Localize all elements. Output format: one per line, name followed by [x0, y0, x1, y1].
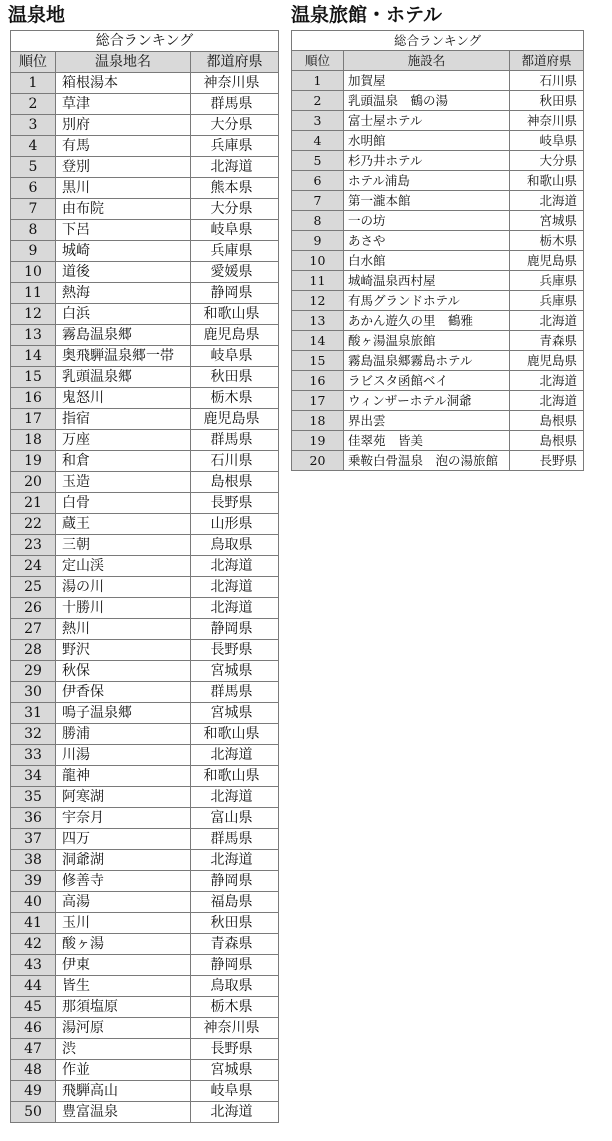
- table-row: [11, 409, 279, 430]
- name-cell: 杉乃井ホテル: [344, 151, 510, 171]
- name-cell: 乗鞍白骨温泉 泡の湯旅館: [344, 451, 510, 471]
- prefecture-cell: 長野県: [191, 1039, 279, 1060]
- table-row: [11, 472, 279, 493]
- column-header-rank: 順位: [292, 51, 344, 71]
- name-cell: 野沢: [56, 640, 191, 661]
- name-cell: 万座: [56, 430, 191, 451]
- table-row: [292, 171, 584, 191]
- prefecture-cell: 北海道: [191, 556, 279, 577]
- name-cell: 白浜: [56, 304, 191, 325]
- prefecture-cell: 群馬県: [191, 430, 279, 451]
- name-cell: 第一瀧本館: [344, 191, 510, 211]
- rank-cell: 16: [11, 388, 56, 409]
- rank-cell: 25: [11, 577, 56, 598]
- prefecture-cell: 鳥取県: [191, 976, 279, 997]
- name-cell: ウィンザーホテル洞爺: [344, 391, 510, 411]
- rank-cell: 16: [292, 371, 344, 391]
- prefecture-cell: 宮城県: [191, 661, 279, 682]
- name-cell: 定山渓: [56, 556, 191, 577]
- name-cell: 龍神: [56, 766, 191, 787]
- name-cell: 勝浦: [56, 724, 191, 745]
- column-header-name: 施設名: [344, 51, 510, 71]
- rank-cell: 11: [11, 283, 56, 304]
- table-row: [11, 598, 279, 619]
- table-row: [11, 283, 279, 304]
- name-cell: 城崎: [56, 241, 191, 262]
- prefecture-cell: 兵庫県: [191, 136, 279, 157]
- rank-cell: 34: [11, 766, 56, 787]
- prefecture-cell: 島根県: [510, 411, 584, 431]
- rank-cell: 18: [11, 430, 56, 451]
- rank-cell: 40: [11, 892, 56, 913]
- name-cell: 那須塩原: [56, 997, 191, 1018]
- prefecture-cell: 群馬県: [191, 94, 279, 115]
- rank-cell: 27: [11, 619, 56, 640]
- name-cell: 蔵王: [56, 514, 191, 535]
- prefecture-cell: 岐阜県: [191, 220, 279, 241]
- table-row: [11, 94, 279, 115]
- table-row: [11, 682, 279, 703]
- name-cell: 高湯: [56, 892, 191, 913]
- rank-cell: 21: [11, 493, 56, 514]
- name-cell: 伊香保: [56, 682, 191, 703]
- rank-cell: 4: [11, 136, 56, 157]
- name-cell: 下呂: [56, 220, 191, 241]
- name-cell: 佳翠苑 皆美: [344, 431, 510, 451]
- rank-cell: 17: [11, 409, 56, 430]
- prefecture-cell: 静岡県: [191, 871, 279, 892]
- rank-cell: 11: [292, 271, 344, 291]
- table-row: [11, 388, 279, 409]
- table-row: [11, 1018, 279, 1039]
- table-row: [292, 371, 584, 391]
- prefecture-cell: 兵庫県: [191, 241, 279, 262]
- name-cell: 玉川: [56, 913, 191, 934]
- table-row: [292, 91, 584, 111]
- prefecture-cell: 岐阜県: [191, 346, 279, 367]
- table-row: [11, 346, 279, 367]
- table-row: [11, 976, 279, 997]
- table-row: [11, 136, 279, 157]
- rank-cell: 7: [292, 191, 344, 211]
- table-row: [11, 1039, 279, 1060]
- table-row: [11, 304, 279, 325]
- prefecture-cell: 長野県: [191, 493, 279, 514]
- prefecture-cell: 栃木県: [191, 388, 279, 409]
- name-cell: 乳頭温泉郷: [56, 367, 191, 388]
- rank-cell: 13: [292, 311, 344, 331]
- rank-cell: 28: [11, 640, 56, 661]
- name-cell: ホテル浦島: [344, 171, 510, 191]
- name-cell: 鳴子温泉郷: [56, 703, 191, 724]
- name-cell: 有馬: [56, 136, 191, 157]
- rank-cell: 23: [11, 535, 56, 556]
- rank-cell: 19: [292, 431, 344, 451]
- column-header-prefecture: 都道府県: [510, 51, 584, 71]
- prefecture-cell: 北海道: [191, 850, 279, 871]
- prefecture-cell: 岐阜県: [510, 131, 584, 151]
- table-row: [11, 1102, 279, 1123]
- prefecture-cell: 山形県: [191, 514, 279, 535]
- prefecture-cell: 和歌山県: [191, 304, 279, 325]
- rank-cell: 17: [292, 391, 344, 411]
- table-row: [11, 577, 279, 598]
- name-cell: 皆生: [56, 976, 191, 997]
- prefecture-cell: 大分県: [191, 199, 279, 220]
- table-row: [11, 661, 279, 682]
- table-row: [11, 262, 279, 283]
- rank-cell: 13: [11, 325, 56, 346]
- rank-cell: 29: [11, 661, 56, 682]
- name-cell: 鬼怒川: [56, 388, 191, 409]
- rank-cell: 50: [11, 1102, 56, 1123]
- prefecture-cell: 石川県: [191, 451, 279, 472]
- prefecture-cell: 鹿児島県: [510, 251, 584, 271]
- name-cell: 酸ヶ湯: [56, 934, 191, 955]
- table-row: [11, 787, 279, 808]
- prefecture-cell: 熊本県: [191, 178, 279, 199]
- prefecture-cell: 青森県: [510, 331, 584, 351]
- name-cell: 熱川: [56, 619, 191, 640]
- prefecture-cell: 鳥取県: [191, 535, 279, 556]
- ryokan-hotel-ranking-table: [291, 30, 584, 471]
- table-row: [11, 73, 279, 94]
- name-cell: 伊東: [56, 955, 191, 976]
- prefecture-cell: 北海道: [510, 371, 584, 391]
- name-cell: 宇奈月: [56, 808, 191, 829]
- table-row: [11, 619, 279, 640]
- rank-cell: 44: [11, 976, 56, 997]
- rank-cell: 39: [11, 871, 56, 892]
- name-cell: ラビスタ函館ベイ: [344, 371, 510, 391]
- table-row: [292, 391, 584, 411]
- prefecture-cell: 島根県: [510, 431, 584, 451]
- name-cell: 湯の川: [56, 577, 191, 598]
- table-caption: 総合ランキング: [292, 31, 584, 51]
- rank-cell: 46: [11, 1018, 56, 1039]
- prefecture-cell: 秋田県: [191, 913, 279, 934]
- table-row: [11, 157, 279, 178]
- table-row: [11, 367, 279, 388]
- prefecture-cell: 鹿児島県: [191, 409, 279, 430]
- prefecture-cell: 大分県: [191, 115, 279, 136]
- table-row: [292, 411, 584, 431]
- name-cell: 由布院: [56, 199, 191, 220]
- table-row: [11, 766, 279, 787]
- table-row: [11, 115, 279, 136]
- rank-cell: 5: [292, 151, 344, 171]
- rank-cell: 12: [292, 291, 344, 311]
- prefecture-cell: 静岡県: [191, 619, 279, 640]
- column-header-name: 温泉地名: [56, 52, 191, 73]
- rank-cell: 6: [11, 178, 56, 199]
- name-cell: 登別: [56, 157, 191, 178]
- prefecture-cell: 北海道: [510, 391, 584, 411]
- name-cell: 乳頭温泉 鶴の湯: [344, 91, 510, 111]
- prefecture-cell: 静岡県: [191, 283, 279, 304]
- prefecture-cell: 秋田県: [510, 91, 584, 111]
- table-row: [292, 291, 584, 311]
- prefecture-cell: 兵庫県: [510, 291, 584, 311]
- name-cell: 飛騨高山: [56, 1081, 191, 1102]
- rank-cell: 1: [292, 71, 344, 91]
- name-cell: 熱海: [56, 283, 191, 304]
- name-cell: 三朝: [56, 535, 191, 556]
- name-cell: 城崎温泉西村屋: [344, 271, 510, 291]
- rank-cell: 36: [11, 808, 56, 829]
- prefecture-cell: 岐阜県: [191, 1081, 279, 1102]
- name-cell: 一の坊: [344, 211, 510, 231]
- table-row: [11, 724, 279, 745]
- table-row: [11, 808, 279, 829]
- table-row: [11, 1060, 279, 1081]
- prefecture-cell: 富山県: [191, 808, 279, 829]
- rank-cell: 5: [11, 157, 56, 178]
- prefecture-cell: 福島県: [191, 892, 279, 913]
- table-row: [11, 178, 279, 199]
- rank-cell: 7: [11, 199, 56, 220]
- rank-cell: 22: [11, 514, 56, 535]
- table-row: [11, 829, 279, 850]
- prefecture-cell: 神奈川県: [191, 1018, 279, 1039]
- rank-cell: 2: [11, 94, 56, 115]
- rank-cell: 8: [292, 211, 344, 231]
- name-cell: あさや: [344, 231, 510, 251]
- rank-cell: 41: [11, 913, 56, 934]
- prefecture-cell: 鹿児島県: [191, 325, 279, 346]
- table-row: [292, 331, 584, 351]
- table-row: [292, 251, 584, 271]
- rank-cell: 33: [11, 745, 56, 766]
- name-cell: 奥飛騨温泉郷一帯: [56, 346, 191, 367]
- name-cell: 白水館: [344, 251, 510, 271]
- rank-cell: 31: [11, 703, 56, 724]
- rank-cell: 20: [11, 472, 56, 493]
- name-cell: 別府: [56, 115, 191, 136]
- table-row: [11, 850, 279, 871]
- rank-cell: 15: [11, 367, 56, 388]
- table-row: [11, 955, 279, 976]
- prefecture-cell: 宮城県: [191, 1060, 279, 1081]
- name-cell: 玉造: [56, 472, 191, 493]
- prefecture-cell: 群馬県: [191, 682, 279, 703]
- name-cell: 湯河原: [56, 1018, 191, 1039]
- table-row: [11, 199, 279, 220]
- table-row: [292, 151, 584, 171]
- prefecture-cell: 青森県: [191, 934, 279, 955]
- name-cell: 酸ヶ湯温泉旅館: [344, 331, 510, 351]
- rank-cell: 4: [292, 131, 344, 151]
- name-cell: 十勝川: [56, 598, 191, 619]
- name-cell: 修善寺: [56, 871, 191, 892]
- name-cell: あかん遊久の里 鶴雅: [344, 311, 510, 331]
- prefecture-cell: 長野県: [191, 640, 279, 661]
- ryokan-hotel-title: 温泉旅館・ホテル: [291, 4, 443, 26]
- rank-cell: 43: [11, 955, 56, 976]
- name-cell: 作並: [56, 1060, 191, 1081]
- rank-cell: 26: [11, 598, 56, 619]
- rank-cell: 38: [11, 850, 56, 871]
- rank-cell: 8: [11, 220, 56, 241]
- prefecture-cell: 秋田県: [191, 367, 279, 388]
- table-row: [11, 745, 279, 766]
- prefecture-cell: 石川県: [510, 71, 584, 91]
- prefecture-cell: 鹿児島県: [510, 351, 584, 371]
- table-row: [11, 934, 279, 955]
- prefecture-cell: 静岡県: [191, 955, 279, 976]
- prefecture-cell: 神奈川県: [191, 73, 279, 94]
- prefecture-cell: 栃木県: [510, 231, 584, 251]
- column-header-rank: 順位: [11, 52, 56, 73]
- table-row: [11, 325, 279, 346]
- rank-cell: 9: [292, 231, 344, 251]
- rank-cell: 19: [11, 451, 56, 472]
- name-cell: 川湯: [56, 745, 191, 766]
- column-header-prefecture: 都道府県: [191, 52, 279, 73]
- name-cell: 霧島温泉郷霧島ホテル: [344, 351, 510, 371]
- rank-cell: 30: [11, 682, 56, 703]
- table-row: [11, 892, 279, 913]
- table-row: [11, 703, 279, 724]
- rank-cell: 35: [11, 787, 56, 808]
- prefecture-cell: 北海道: [191, 745, 279, 766]
- prefecture-cell: 和歌山県: [510, 171, 584, 191]
- table-row: [11, 871, 279, 892]
- name-cell: 渋: [56, 1039, 191, 1060]
- name-cell: 黒川: [56, 178, 191, 199]
- table-row: [11, 241, 279, 262]
- prefecture-cell: 和歌山県: [191, 724, 279, 745]
- table-row: [11, 913, 279, 934]
- name-cell: 和倉: [56, 451, 191, 472]
- table-row: [11, 535, 279, 556]
- prefecture-cell: 和歌山県: [191, 766, 279, 787]
- rank-cell: 3: [292, 111, 344, 131]
- table-caption: 総合ランキング: [11, 31, 279, 52]
- prefecture-cell: 兵庫県: [510, 271, 584, 291]
- name-cell: 加賀屋: [344, 71, 510, 91]
- table-row: [11, 997, 279, 1018]
- name-cell: 豊富温泉: [56, 1102, 191, 1123]
- table-row: [11, 220, 279, 241]
- rank-cell: 10: [292, 251, 344, 271]
- name-cell: 水明館: [344, 131, 510, 151]
- name-cell: 箱根湯本: [56, 73, 191, 94]
- name-cell: 洞爺湖: [56, 850, 191, 871]
- name-cell: 霧島温泉郷: [56, 325, 191, 346]
- prefecture-cell: 宮城県: [191, 703, 279, 724]
- name-cell: 阿寒湖: [56, 787, 191, 808]
- prefecture-cell: 大分県: [510, 151, 584, 171]
- prefecture-cell: 北海道: [191, 577, 279, 598]
- table-row: [11, 556, 279, 577]
- rank-cell: 42: [11, 934, 56, 955]
- rank-cell: 48: [11, 1060, 56, 1081]
- table-row: [11, 640, 279, 661]
- rank-cell: 12: [11, 304, 56, 325]
- rank-cell: 9: [11, 241, 56, 262]
- table-row: [292, 211, 584, 231]
- onsen-area-rows: [11, 73, 279, 1123]
- table-row: [292, 191, 584, 211]
- name-cell: 草津: [56, 94, 191, 115]
- prefecture-cell: 神奈川県: [510, 111, 584, 131]
- name-cell: 白骨: [56, 493, 191, 514]
- rank-cell: 47: [11, 1039, 56, 1060]
- prefecture-cell: 群馬県: [191, 829, 279, 850]
- rank-cell: 3: [11, 115, 56, 136]
- ryokan-hotel-rows: [292, 71, 584, 471]
- prefecture-cell: 宮城県: [510, 211, 584, 231]
- table-row: [292, 131, 584, 151]
- table-row: [292, 351, 584, 371]
- prefecture-cell: 栃木県: [191, 997, 279, 1018]
- rank-cell: 2: [292, 91, 344, 111]
- prefecture-cell: 北海道: [191, 157, 279, 178]
- table-row: [11, 451, 279, 472]
- table-row: [292, 111, 584, 131]
- table-row: [292, 311, 584, 331]
- name-cell: 界出雲: [344, 411, 510, 431]
- rank-cell: 14: [292, 331, 344, 351]
- rank-cell: 49: [11, 1081, 56, 1102]
- prefecture-cell: 島根県: [191, 472, 279, 493]
- rank-cell: 10: [11, 262, 56, 283]
- name-cell: 富士屋ホテル: [344, 111, 510, 131]
- name-cell: 有馬グランドホテル: [344, 291, 510, 311]
- table-row: [11, 1081, 279, 1102]
- table-row: [292, 71, 584, 91]
- table-row: [11, 493, 279, 514]
- rank-cell: 14: [11, 346, 56, 367]
- onsen-area-title: 温泉地: [8, 4, 66, 26]
- rank-cell: 6: [292, 171, 344, 191]
- rank-cell: 15: [292, 351, 344, 371]
- rank-cell: 45: [11, 997, 56, 1018]
- name-cell: 四万: [56, 829, 191, 850]
- name-cell: 道後: [56, 262, 191, 283]
- prefecture-cell: 北海道: [191, 787, 279, 808]
- rank-cell: 1: [11, 73, 56, 94]
- table-row: [11, 430, 279, 451]
- prefecture-cell: 北海道: [191, 598, 279, 619]
- table-row: [292, 271, 584, 291]
- table-row: [11, 514, 279, 535]
- name-cell: 秋保: [56, 661, 191, 682]
- onsen-area-ranking-table: [10, 30, 279, 1123]
- rank-cell: 32: [11, 724, 56, 745]
- prefecture-cell: 北海道: [191, 1102, 279, 1123]
- table-row: [292, 431, 584, 451]
- prefecture-cell: 北海道: [510, 311, 584, 331]
- table-row: [292, 451, 584, 471]
- prefecture-cell: 愛媛県: [191, 262, 279, 283]
- rank-cell: 18: [292, 411, 344, 431]
- rank-cell: 37: [11, 829, 56, 850]
- table-row: [292, 231, 584, 251]
- name-cell: 指宿: [56, 409, 191, 430]
- rank-cell: 20: [292, 451, 344, 471]
- rank-cell: 24: [11, 556, 56, 577]
- prefecture-cell: 北海道: [510, 191, 584, 211]
- prefecture-cell: 長野県: [510, 451, 584, 471]
